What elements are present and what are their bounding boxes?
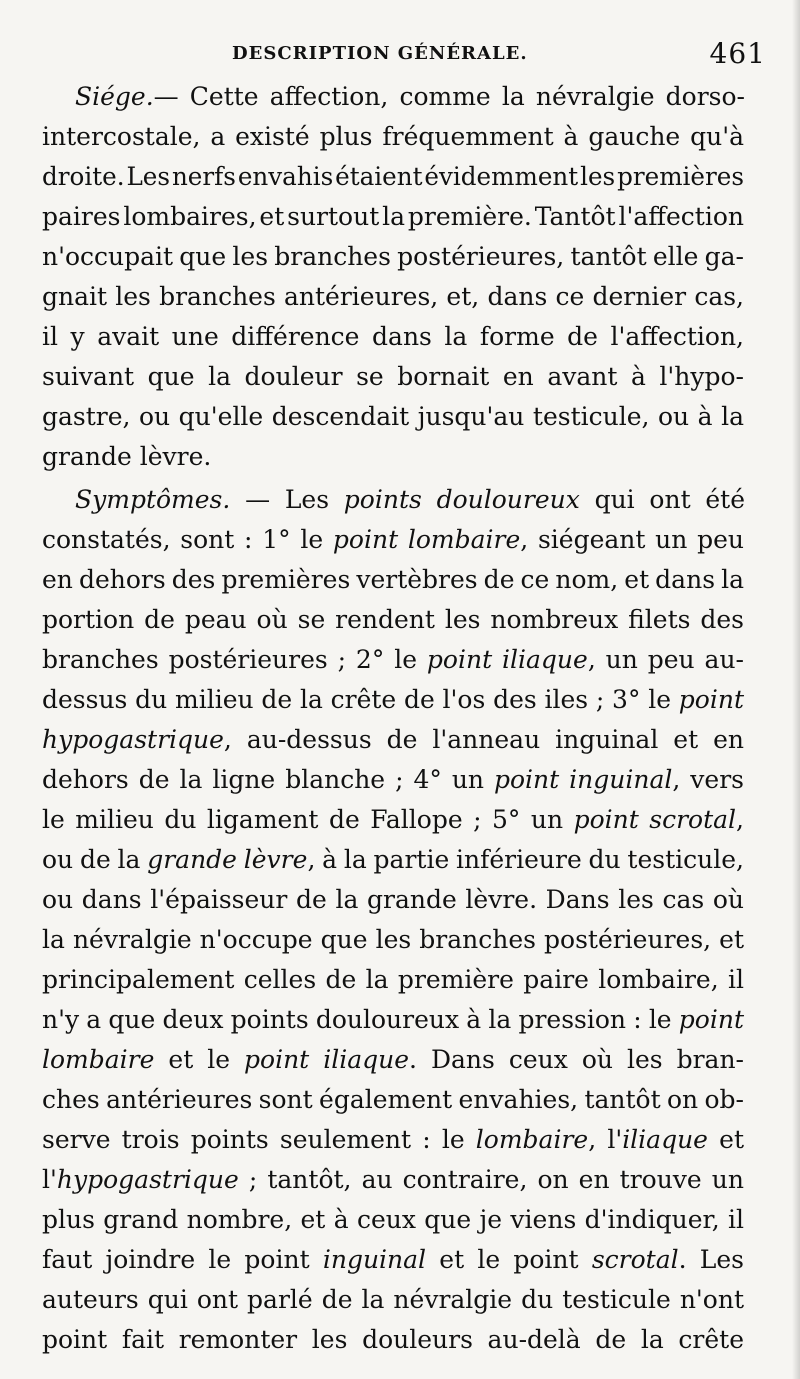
italic-text: inguinal [322, 1245, 427, 1274]
text-line [42, 1280, 744, 1320]
text-line [42, 920, 744, 960]
text-segment: point fait remonter les douleurs au-delà de la crête [42, 1325, 744, 1354]
text-segment: branches postérieures ; 2° le [42, 645, 427, 674]
italic-text: point [678, 685, 744, 714]
italic-text: Symptômes. [75, 485, 231, 514]
text-segment: gastre, ou qu'elle descendait jusqu'au testicule, ou à la [42, 402, 744, 431]
text-segment: ches antérieures sont également envahies, tantôt on ob- [42, 1085, 744, 1114]
text-segment: plus grand nombre, et à ceux que je viens d'indiquer, il [42, 1205, 744, 1234]
text-segment: , vers [672, 765, 744, 794]
text-segment: ou de la [42, 845, 148, 874]
page-number: 461 [709, 37, 766, 70]
italic-text: lombaire [475, 1125, 589, 1154]
text-line [42, 600, 744, 640]
text-line [42, 117, 744, 157]
text-segment: qui ont été [579, 485, 745, 514]
italic-text: point lombaire [332, 525, 521, 554]
text-segment: en dehors des premières vertèbres de ce nom, et dans la [42, 565, 744, 594]
italic-text: hypogastrique [42, 725, 224, 754]
text-line [42, 277, 744, 317]
text-segment: et le [154, 1045, 245, 1074]
text-line [42, 720, 744, 760]
text-segment: , siégeant un peu [520, 525, 744, 554]
text-line [42, 1040, 744, 1080]
italic-text: iliaque [622, 1125, 708, 1154]
italic-text: point inguinal [494, 765, 673, 794]
text-segment: suivant que la douleur se bornait en avant à l'hypo- [42, 362, 744, 391]
text-line [42, 437, 212, 477]
text-line [75, 77, 745, 117]
italic-text: grande lèvre [147, 845, 308, 874]
text-line [42, 560, 744, 600]
text-segment: , au-dessus de l'anneau inguinal et en [223, 725, 744, 754]
text-segment: intercostale, a existé plus fréquemment à gauche qu'à [42, 122, 744, 151]
italic-text: scrotal [591, 1245, 679, 1274]
running-head: DESCRIPTION GÉNÉRALE. [232, 43, 528, 64]
text-line [42, 357, 744, 397]
text-line [42, 237, 744, 277]
text-segment: — Cette affection, comme la névralgie dorso- [153, 82, 745, 111]
text-line [42, 960, 744, 1000]
italic-text: lombaire [42, 1045, 155, 1074]
text-segment: faut joindre le point [42, 1245, 323, 1274]
text-segment: , à la partie inférieure du testicule, [307, 845, 744, 874]
text-line [42, 680, 744, 720]
text-line [42, 640, 744, 680]
text-segment: n'occupait que les branches postérieures, tantôt elle ga- [42, 242, 744, 271]
italic-text: Siége. [75, 82, 154, 111]
text-segment: — Les [230, 485, 344, 514]
text-line [42, 840, 744, 880]
text-segment: l' [42, 1165, 57, 1194]
text-segment: dessus du milieu de la crête de l'os des iles ; 3° le [42, 685, 679, 714]
text-segment: grande lèvre. [42, 442, 212, 471]
text-line [42, 157, 744, 197]
page-edge [792, 0, 800, 1379]
text-segment: n'y a que deux points douloureux à la pression : le [42, 1005, 679, 1034]
text-line [42, 1160, 744, 1200]
text-segment: dehors de la ligne blanche ; 4° un [42, 765, 495, 794]
text-segment: , [736, 805, 744, 834]
text-segment: portion de peau où se rendent les nombreux filets des [42, 605, 744, 634]
text-segment: et [707, 1125, 744, 1154]
text-line [42, 1200, 744, 1240]
text-segment: et le point [426, 1245, 592, 1274]
italic-text: point iliaque [244, 1045, 410, 1074]
text-segment: auteurs qui ont parlé de la névralgie du testicule n'ont [42, 1285, 744, 1314]
italic-text: point iliaque [426, 645, 588, 674]
text-line [42, 760, 744, 800]
text-line [42, 197, 744, 237]
text-segment: ou dans l'épaisseur de la grande lèvre. Dans les cas où [42, 885, 744, 914]
text-line [42, 1080, 744, 1120]
italic-text: point [678, 1005, 744, 1034]
text-segment: droite. Les nerfs envahis étaient évidemment les premières [42, 162, 744, 191]
text-line [42, 520, 744, 560]
text-segment: paires lombaires, et surtout la première. Tantôt l'affection [42, 202, 744, 231]
text-segment: , un peu au- [587, 645, 744, 674]
text-line [42, 800, 744, 840]
text-line [42, 1240, 744, 1280]
text-segment: serve trois points seulement : le [42, 1125, 476, 1154]
italic-text: points douloureux [343, 485, 580, 514]
text-segment: gnait les branches antérieures, et, dans ce dernier cas, [42, 282, 744, 311]
text-segment: constatés, sont : 1° le [42, 525, 333, 554]
italic-text: hypogastrique [56, 1165, 239, 1194]
text-line [42, 397, 744, 437]
text-line [42, 1120, 744, 1160]
text-segment: . Dans ceux où les bran- [409, 1045, 744, 1074]
text-segment: , l' [588, 1125, 623, 1154]
italic-text: point scrotal [573, 805, 737, 834]
text-line [75, 480, 745, 520]
text-segment: ; tantôt, au contraire, on en trouve un [238, 1165, 744, 1194]
text-segment: . Les [678, 1245, 744, 1274]
text-line [42, 1000, 744, 1040]
text-segment: principalement celles de la première paire lombaire, il [42, 965, 744, 994]
page-header [0, 37, 800, 73]
text-line [42, 880, 744, 920]
text-line [42, 317, 744, 357]
text-segment: le milieu du ligament de Fallope ; 5° un [42, 805, 574, 834]
text-line [42, 1320, 744, 1360]
text-segment: la névralgie n'occupe que les branches postérieures, et [42, 925, 744, 954]
text-segment: il y avait une différence dans la forme de l'affection, [42, 322, 744, 351]
